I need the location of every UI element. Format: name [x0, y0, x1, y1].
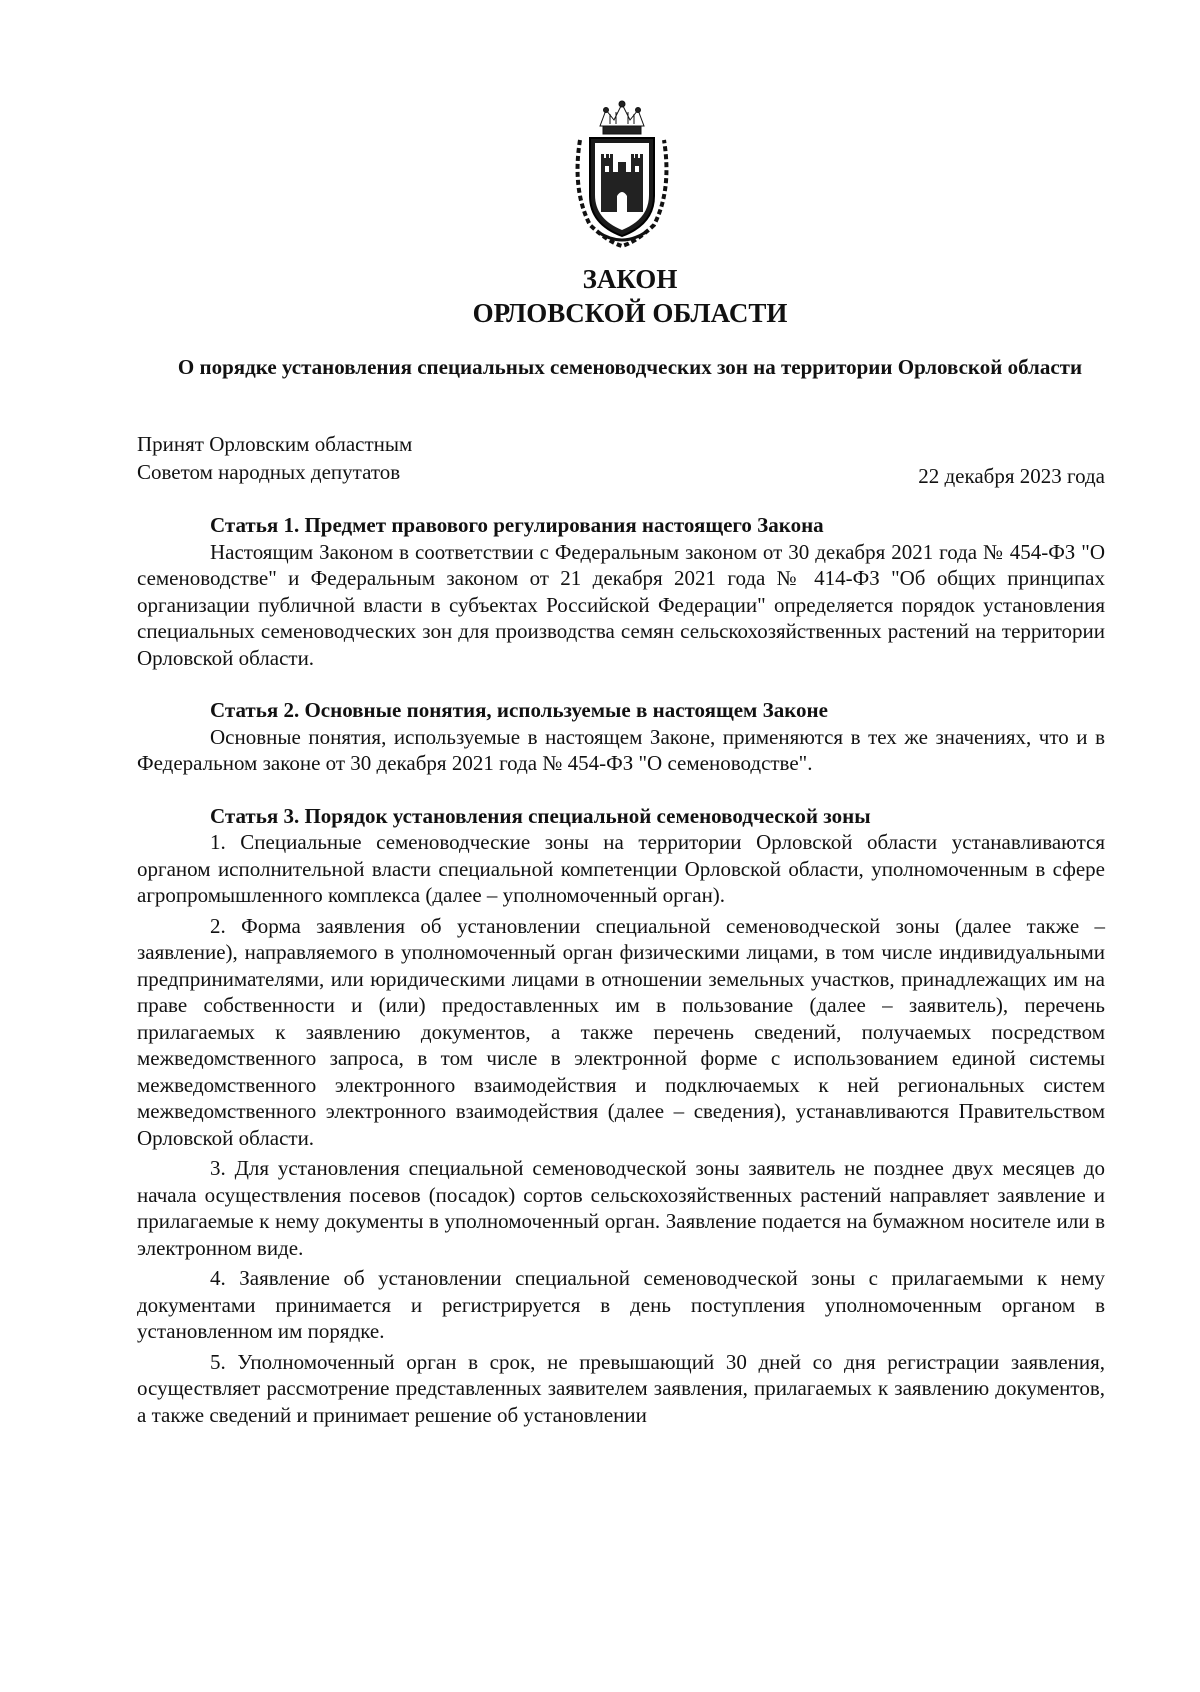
- article-1-heading: Статья 1. Предмет правового регулирования настоящего Закона: [210, 513, 824, 537]
- article-3-item-4: 4. Заявление об установлении специальной семеноводческой зоны с прилагаемыми к нему документами принимается и регистрируется в день поступления уполномоченным органом в установленном им порядке.: [137, 1266, 1105, 1343]
- orel-region-coat-of-arms-icon: [570, 100, 675, 248]
- article-3-item-5: 5. Уполномоченный орган в срок, не превышающий 30 дней со дня регистрации заявления, осуществляет рассмотрение представленных заявителем заявления, прилагаемых к заявлению документов, а также сведений и принимает решение об установлении: [137, 1349, 1105, 1427]
- adoption-date: 22 декабря 2023 года: [918, 464, 1105, 488]
- article-1-paragraph: Настоящим Законом в соответствии с Федеральным законом от 30 декабря 2021 года № 454-ФЗ "О семеноводстве" и Федеральным законом от 21 декабря 2021 года № 414-ФЗ "Об общих принципах организации публичной власти в субъектах Российской Федерации" определяется порядок установления специальных семеноводческих зон для производства семян сельскохозяйственных растений на территории Орловской области.: [137, 539, 1105, 670]
- article-3-item-3: 3. Для установления специальной семеноводческой зоны заявитель не позднее двух месяцев до начала осуществления посевов (посадок) сортов сельскохозяйственных растений направляет заявление и прилагаемые к нему документы в уполномоченный орган. Заявление подается на бумажном носителе или в электронном виде.: [137, 1156, 1105, 1260]
- law-subject: О порядке установления специальных семеноводческих зон на территории Орловской области: [177, 355, 1083, 379]
- law-title-line-1: ЗАКОН: [582, 264, 678, 294]
- law-title-line-2: ОРЛОВСКОЙ ОБЛАСТИ: [472, 298, 788, 328]
- article-2-paragraph: Основные понятия, используемые в настоящем Законе, применяются в тех же значениях, что и в Федеральном законе от 30 декабря 2021 года № 454-ФЗ "О семеноводстве".: [137, 724, 1105, 775]
- law-title: [0, 262, 1200, 330]
- adoption-authority: [137, 430, 412, 486]
- article-3-item-2: 2. Форма заявления об установлении специальной семеноводческой зоны (далее также – заявление), направляемого в уполномоченный орган физическими лицами, в том числе индивидуальными предпринимателями, или юридическими лицами в отношении земельных участков, принадлежащих им на праве собственности и (или) предоставленных им в пользование (далее – заявитель), перечень прилагаемых к заявлению документов, а также перечень сведений, получаемых посредством межведомственного запроса, в том числе в электронной форме с использованием единой системы межведомственного электронного взаимодействия и подключаемых к ней региональных систем межведомственного электронного взаимодействия (далее – сведения), устанавливаются Правительством Орловской области.: [137, 913, 1105, 1150]
- law-body: [137, 512, 1105, 1428]
- article-2-heading: Статья 2. Основные понятия, используемые в настоящем Законе: [210, 698, 828, 722]
- article-3-heading: Статья 3. Порядок установления специальной семеноводческой зоны: [210, 803, 871, 828]
- adoption-line-1: Принят Орловским областным: [137, 432, 413, 456]
- article-3-item-1: 1. Специальные семеноводческие зоны на территории Орловской области устанавливаются органом исполнительной власти специальной компетенции Орловской области, уполномоченным в сфере агропромышленного комплекса (далее – уполномоченный орган).: [137, 830, 1105, 907]
- adoption-line-2: Советом народных депутатов: [137, 460, 401, 484]
